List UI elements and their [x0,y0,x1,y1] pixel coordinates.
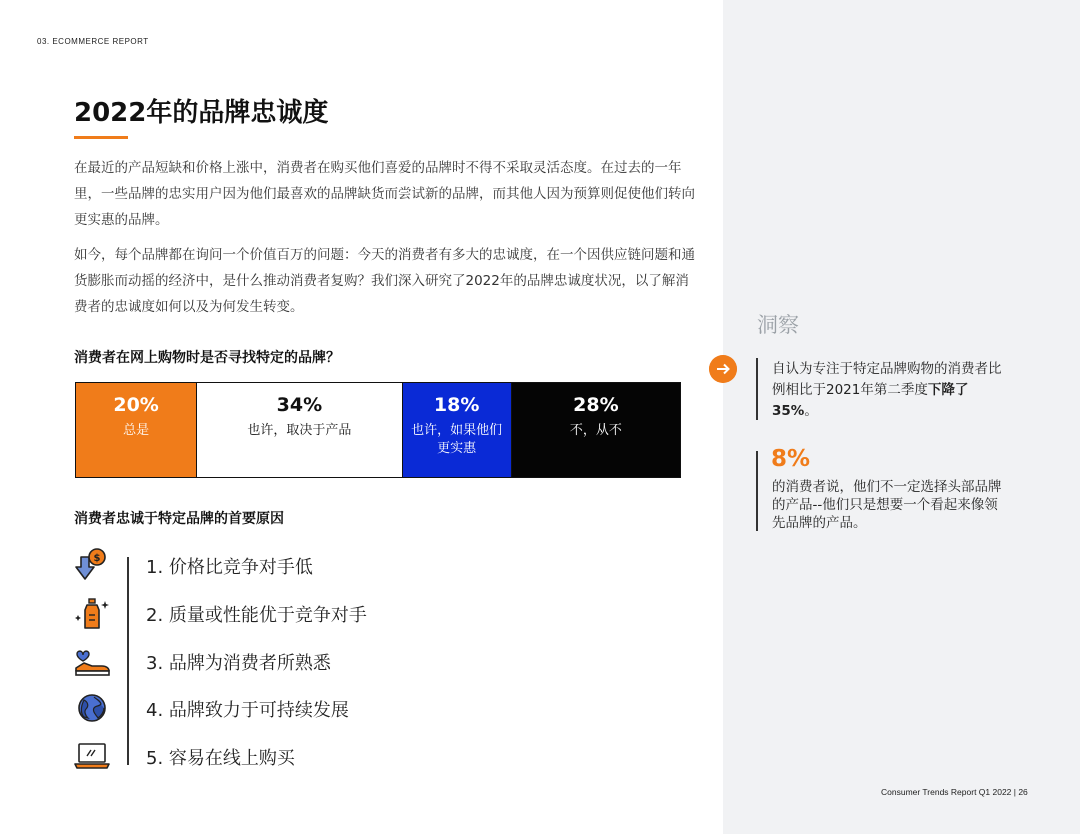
reason-item [72,593,472,637]
arrow-right-icon [709,355,737,383]
segment-value-label: 34% [276,394,323,416]
globe-icon [72,688,112,728]
title-underline [74,136,128,139]
reason-item [72,736,472,780]
segment-category-label: 也许，如果他们 更实惠 [411,423,503,456]
segment-value-label: 28% [573,394,619,416]
reason-item [72,641,472,685]
question-paragraph: 如今，每个品牌都在询问一个价值百万的问题：今天的消费者有多大的忠诚度，在一个因供应链问题和通货膨胀而动摇的经济中，是什么推动消费者复购？我们深入研究了2022年的品牌忠诚度状况，以了解消费者的忠诚度如何以及为何发生转变。 [74,247,695,315]
reason-item [72,688,472,732]
segment-value-label: 18% [433,394,480,416]
reason-text: 4. 品牌致力于可持续发展 [146,700,349,721]
heart-shoe-icon [72,641,112,681]
reason-text: 3. 品牌为消费者所熟悉 [146,653,331,674]
reasons-heading: 消费者忠诚于特定品牌的首要原因 [74,511,284,527]
insight-percent: 8% [771,446,811,472]
survey-question-heading: 消费者在网上购物时是否寻找特定的品牌？ [74,350,340,366]
segment-category-label: 不，从不 [569,423,622,438]
price-down-icon [72,545,112,585]
insight-rule [756,451,758,531]
insight-emphasis: 了35% [772,382,969,419]
svg-text:$: $ [93,553,101,564]
segment-category-label: 也许，取决于产品 [247,423,352,438]
section-label: 03. ECOMMERCE REPORT [37,37,149,46]
insights-title: 洞察 [757,313,799,337]
bar-segment [402,383,511,477]
bar-segment [196,383,401,477]
insight-text: 自认为专注于特定品牌购物的消费者比例相比于2021年第二季度 [772,361,1002,398]
page-title: 2022年的品牌忠诚度 [74,98,329,128]
reason-text: 5. 容易在线上购买 [146,748,295,769]
insight-brand-lookalike: 的消费者说，他们不一定选择头部品牌的产品--他们只是想要一个看起来像领先品牌的产品。 [772,479,1002,531]
insight-loyalty-drop [772,359,1007,422]
reason-item [72,545,472,589]
bar-segment [76,383,196,477]
bar-segment [511,383,680,477]
quality-bottle-icon [72,593,112,633]
page-footer: Consumer Trends Report Q1 2022 | 26 [881,787,1028,797]
brand-search-bar-chart [75,382,681,478]
reason-text: 1. 价格比竞争对手低 [146,557,313,578]
segment-category-label: 总是 [123,423,150,438]
reason-text: 2. 质量或性能优于竞争对手 [146,605,367,626]
insight-emphasis: 下降 [927,382,955,398]
segment-value-label: 20% [113,394,159,416]
insight-rule [756,358,758,420]
insight-text: 。 [804,403,818,419]
intro-paragraph: 在最近的产品短缺和价格上涨中，消费者在购买他们喜爱的品牌时不得不采取灵活态度。在过去的一年里，一些品牌的忠实用户因为他们最喜欢的品牌缺货而尝试新的品牌，而其他人因为预算则促使他们转向更实惠的品牌。 [74,160,695,228]
laptop-icon [72,736,112,776]
